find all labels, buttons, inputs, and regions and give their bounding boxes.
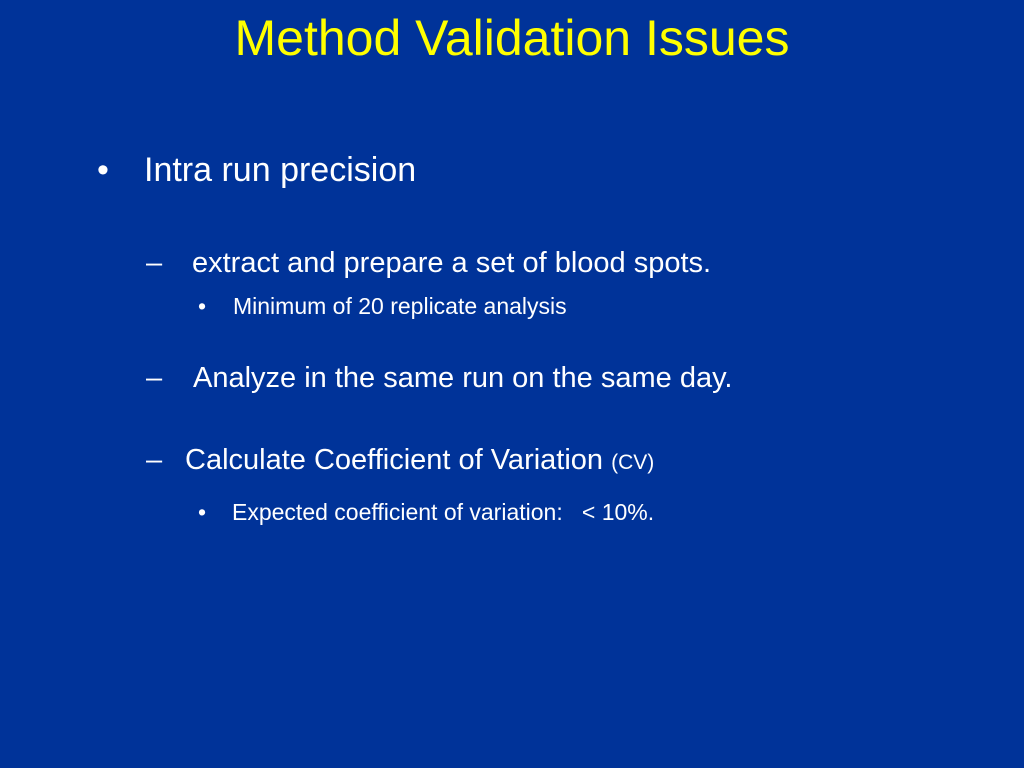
sub-sub-item-text: Minimum of 20 replicate analysis	[233, 293, 567, 319]
sub-item-extract	[146, 247, 711, 280]
bullet-icon: •	[97, 151, 109, 189]
bullet-text: Intra run precision	[144, 151, 417, 189]
dash-icon: –	[146, 247, 163, 279]
sub-sub-item-minimum	[198, 293, 567, 320]
dash-icon: –	[146, 444, 163, 476]
sub-item-text: Analyze in the same run on the same day.	[193, 362, 733, 394]
bullet-item-intra-run-precision	[97, 151, 416, 190]
sub-item-calculate-cv	[146, 444, 654, 477]
dash-icon: –	[146, 362, 163, 394]
bullet-icon: •	[198, 293, 207, 319]
sub-sub-item-expected-cv	[198, 499, 654, 526]
sub-item-text: extract and prepare a set of blood spots.	[192, 247, 712, 279]
sub-item-analyze	[146, 362, 733, 395]
cv-abbreviation: (CV)	[611, 451, 655, 474]
slide-title: Method Validation Issues	[234, 10, 790, 66]
sub-sub-item-text: Expected coefficient of variation: < 10%.	[232, 499, 655, 525]
bullet-icon: •	[198, 499, 207, 525]
sub-item-text: Calculate Coefficient of Variation	[185, 444, 612, 476]
